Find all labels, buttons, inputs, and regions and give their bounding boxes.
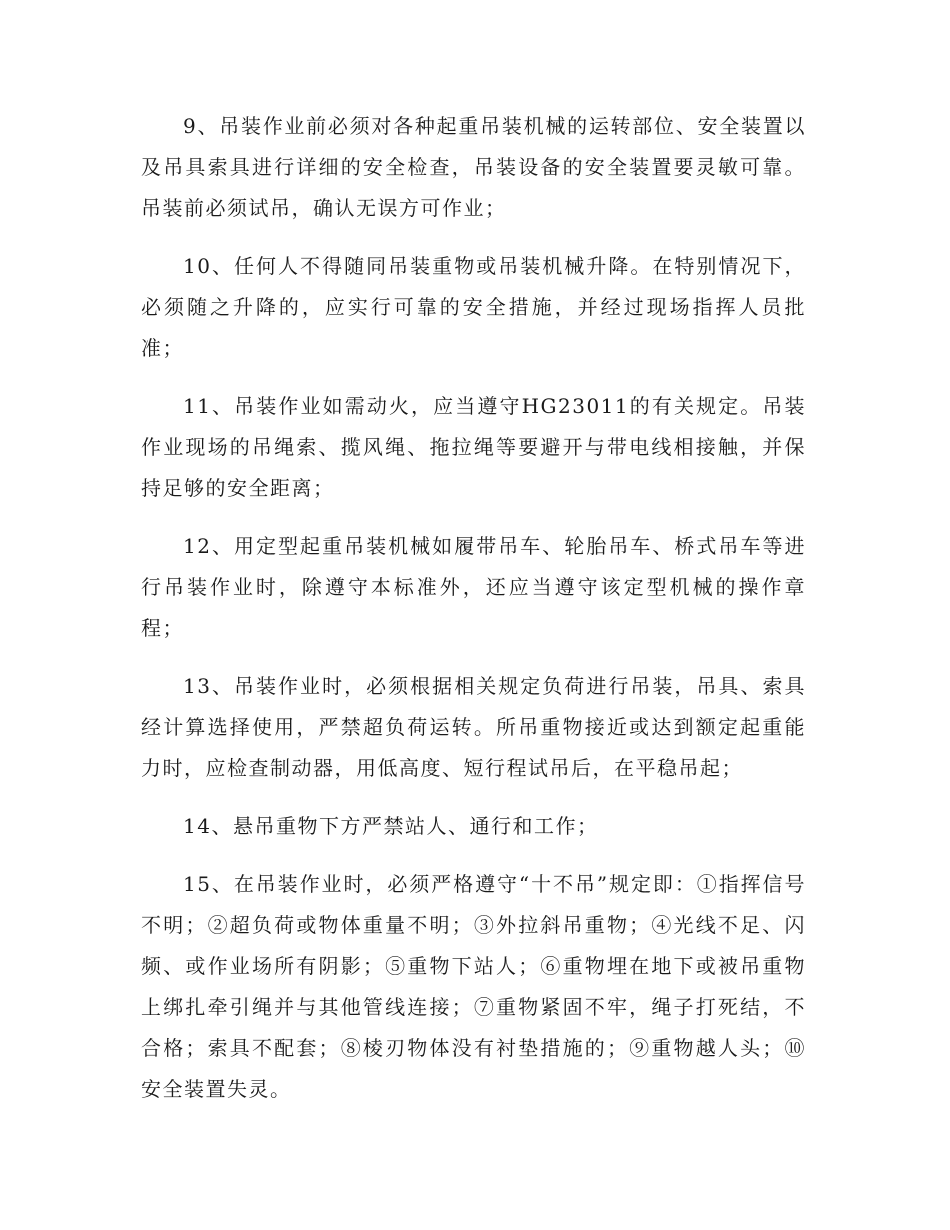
paragraph-item-14: 14、悬吊重物下方严禁站人、通行和工作； (183, 814, 599, 838)
paragraph-item-11: 11、吊装作业如需动火，应当遵守HG23011的有关规定。吊装作业现场的吊绳索、揽风绳、拖拉绳等要避开与带电线相接触，并保持足够的安全距离； (141, 394, 806, 500)
paragraph-item-13: 13、吊装作业时，必须根据相关规定负荷进行吊装，吊具、索具经计算选择使用，严禁超负荷运转。所吊重物接近或达到额定起重能力时，应检查制动器，用低高度、短行程试吊后，在平稳吊起； (141, 674, 806, 780)
document-body (141, 106, 806, 1127)
paragraph-item-12: 12、用定型起重吊装机械如履带吊车、轮胎吊车、桥式吊车等进行吊装作业时，除遵守本标准外，还应当遵守该定型机械的操作章程； (141, 534, 806, 640)
paragraph-item-9: 9、吊装作业前必须对各种起重吊装机械的运转部位、安全装置以及吊具索具进行详细的安全检查，吊装设备的安全装置要灵敏可靠。吊装前必须试吊，确认无误方可作业； (141, 114, 806, 220)
paragraph-item-10: 10、任何人不得随同吊装重物或吊装机械升降。在特别情况下，必须随之升降的，应实行可靠的安全措施，并经过现场指挥人员批准； (141, 254, 806, 360)
paragraph-item-15: 15、在吊装作业时，必须严格遵守“十不吊”规定即：①指挥信号不明；②超负荷或物体重量不明；③外拉斜吊重物；④光线不足、闪频、或作业场所有阴影；⑤重物下站人；⑥重物埋在地下或被吊重物上绑扎牵引绳并与其他管线连接；⑦重物紧固不牢，绳子打死结，不合格；索具不配套；⑧棱刃物体没有衬垫措施的；⑨重物越人头；⑩安全装置失灵。 (141, 872, 806, 1101)
